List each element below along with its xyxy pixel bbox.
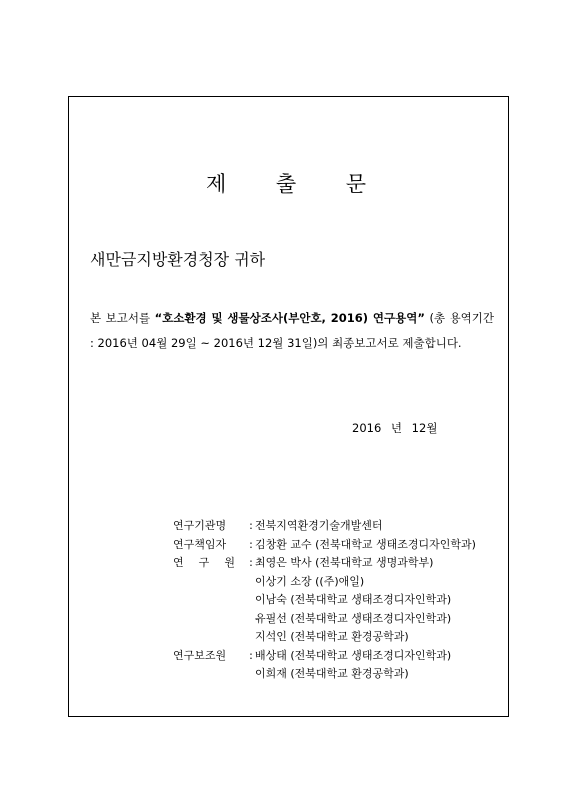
- team-role-label: 연구기관명: [173, 519, 227, 532]
- document-title: [206, 168, 366, 198]
- team-row-researcher: [173, 628, 476, 647]
- team-row-lead: [173, 536, 476, 555]
- team-value: 배상태 (전북대학교 생태조경디자인학과): [255, 648, 452, 662]
- team-row-researcher: [173, 610, 476, 629]
- team-row-researcher: [173, 591, 476, 610]
- title-char-1: 제: [206, 172, 227, 196]
- team-value: 이상기 소장 ((주)애일): [255, 574, 365, 588]
- role-char: 구: [198, 556, 210, 569]
- addressee: 새만금지방환경청장 귀하: [90, 250, 266, 269]
- team-row-researcher: [173, 554, 476, 573]
- team-value: 지석인 (전북대학교 환경공학과): [255, 630, 409, 643]
- submission-statement: [90, 306, 494, 356]
- research-team: [173, 517, 476, 684]
- team-value: 이희재 (전북대학교 환경공학과): [255, 667, 409, 680]
- submission-date: 2016 년 12월: [352, 421, 438, 435]
- colon: :: [249, 537, 253, 551]
- team-value: 최영은 박사 (전북대학교 생명과학부): [255, 556, 434, 569]
- team-row-assistant: [173, 647, 476, 666]
- team-role-label: 연구책임자: [173, 537, 227, 551]
- team-row-assistant: [173, 665, 476, 684]
- team-row-institution: [173, 517, 476, 536]
- team-role-label: 연구보조원: [173, 648, 227, 662]
- colon: :: [249, 648, 253, 662]
- title-char-2: 출: [275, 172, 297, 196]
- team-role-label: [173, 554, 247, 573]
- team-value: 김창환 교수 (전북대학교 생태조경디자인학과): [255, 537, 476, 551]
- project-name: “호소환경 및 생물상조사(부안호, 2016) 연구용역”: [154, 311, 425, 325]
- team-value: 이남숙 (전북대학교 생태조경디자인학과): [255, 593, 452, 606]
- colon: :: [249, 519, 253, 532]
- statement-suffix: (총 용역기간 : 2016년 04월 29일 ~ 2016년 12월 31일)의 최종보고서로 제출합니다.: [90, 311, 495, 350]
- role-char: 원: [224, 556, 235, 569]
- title-char-3: 문: [345, 172, 366, 196]
- team-row-researcher: [173, 573, 476, 592]
- colon: :: [249, 556, 253, 569]
- role-char: 연: [173, 556, 184, 569]
- team-value: 유필선 (전북대학교 생태조경디자인학과): [255, 611, 452, 625]
- team-value: 전북지역환경기술개발센터: [255, 519, 383, 532]
- statement-prefix: 본 보고서를: [90, 311, 155, 325]
